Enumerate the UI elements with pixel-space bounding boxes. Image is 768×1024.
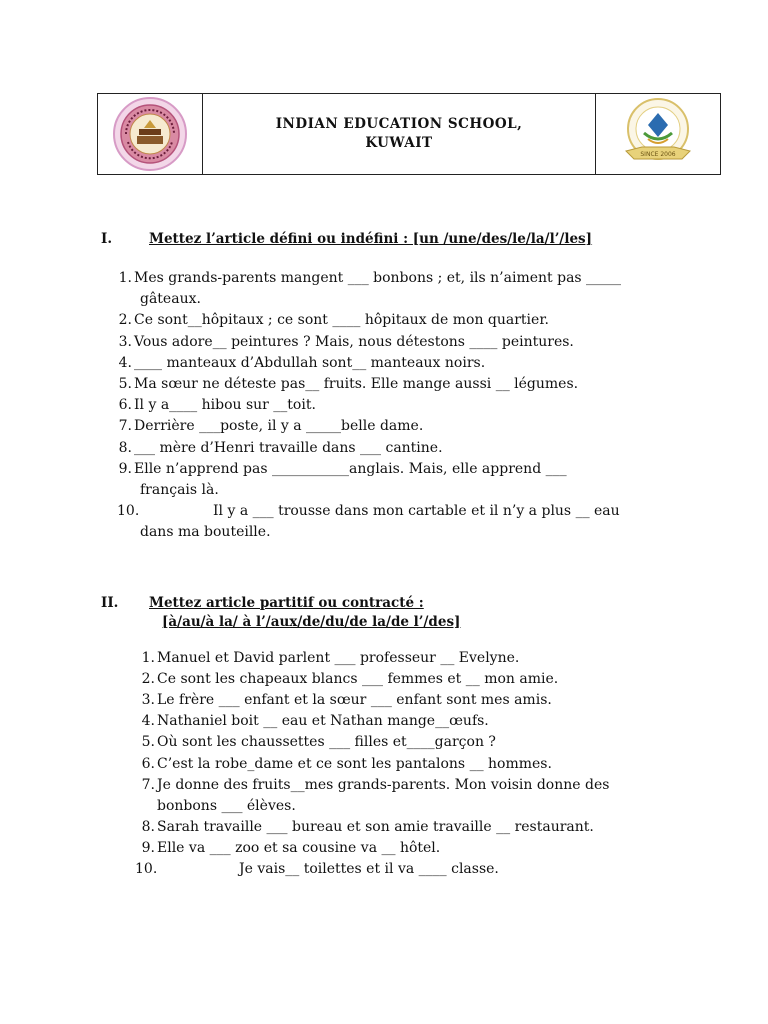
exercise-item (141, 713, 489, 730)
right-logo-cell (595, 94, 720, 174)
exercise-number: 6. (118, 397, 132, 414)
exercise-text: Elle n’apprend pas ___________anglais. Mais, elle apprend ___ (134, 460, 567, 477)
since-2006-emblem-logo (612, 95, 704, 173)
exercise-item (118, 439, 443, 456)
exercise-number: 9. (141, 839, 155, 856)
exercise-text: ___ mère d’Henri travaille dans ___ cantine. (134, 439, 443, 456)
section-1-number: I. (101, 231, 113, 247)
exercise-item (141, 650, 520, 666)
exercise-text-continuation: gâteaux. (140, 291, 201, 308)
exercise-number: 7. (118, 418, 132, 435)
exercise-number: 2. (118, 312, 132, 329)
exercise-number: 8. (118, 439, 132, 456)
section-1-instruction: Mettez l’article défini ou indéfini : [un /une/des/le/la/l’/les] (149, 231, 593, 247)
school-header (97, 93, 721, 175)
exercise-text: Derrière ___poste, il y a _____belle dame. (134, 418, 424, 435)
exercise-text: C’est la robe_dame et ce sont les pantalons __ hommes. (157, 755, 552, 772)
since-2006-text: SINCE 2006 (640, 151, 676, 158)
exercise-text: Ce sont__hôpitaux ; ce sont ____ hôpitaux de mon quartier. (134, 312, 549, 329)
exercise-text: Je donne des fruits__mes grands-parents. Mon voisin donne des (157, 776, 610, 793)
exercise-text: Manuel et David parlent ___ professeur __ Evelyne. (157, 650, 520, 666)
exercise-text: Il y a____ hibou sur __toit. (134, 397, 316, 414)
left-logo-cell (98, 94, 203, 174)
exercise-text: ____ manteaux d’Abdullah sont__ manteaux noirs. (134, 354, 486, 371)
exercise-item (141, 839, 441, 856)
exercise-text: Ce sont les chapeaux blancs ___ femmes et __ mon amie. (157, 671, 559, 688)
exercise-number: 4. (118, 354, 132, 371)
exercise-item (141, 671, 559, 688)
exercise-text: Où sont les chaussettes ___ filles et____garçon ? (157, 734, 496, 751)
exercise-item (141, 755, 552, 772)
exercise-number: 3. (141, 692, 155, 709)
school-title-line1: INDIAN EDUCATION SCHOOL, (275, 116, 523, 132)
exercise-text: Elle va ___ zoo et sa cousine va __ hôtel. (157, 839, 441, 856)
exercise-number: 10. (117, 503, 140, 520)
exercise-item (118, 376, 579, 392)
exercise-item (141, 734, 496, 751)
school-seal-logo (109, 96, 191, 172)
exercise-text: Le frère ___ enfant et la sœur ___ enfant sont mes amis. (157, 692, 552, 709)
exercise-number: 5. (141, 734, 155, 751)
exercise-item (118, 397, 316, 414)
exercise-number: 4. (141, 713, 155, 730)
exercise-text: Sarah travaille ___ bureau et son amie travaille __ restaurant. (157, 818, 594, 835)
exercise-number: 3. (118, 333, 132, 350)
exercise-number: 8. (141, 818, 155, 835)
section-2-number: II. (101, 595, 119, 611)
exercise-item (141, 692, 552, 709)
exercise-text: Nathaniel boit __ eau et Nathan mange__œufs. (157, 713, 489, 730)
exercise-number: 5. (118, 376, 132, 392)
exercise-item (118, 312, 549, 329)
exercise-item (141, 776, 610, 793)
exercise-item (141, 818, 594, 835)
exercise-text: Vous adore__ peintures ? Mais, nous détestons ____ peintures. (134, 333, 574, 350)
exercise-text: Il y a ___ trousse dans mon cartable et il n’y a plus __ eau (213, 503, 620, 520)
section-2-options: [à/au/à la/ à l’/aux/de/du/de la/de l’/des] (162, 614, 461, 630)
exercise-item (118, 354, 486, 371)
exercise-number: 1. (118, 270, 132, 286)
exercise-number: 9. (118, 460, 132, 477)
section-2-instruction: Mettez article partitif ou contracté : (149, 595, 424, 611)
exercise-text-continuation: dans ma bouteille. (140, 524, 271, 541)
exercise-number: 6. (141, 755, 155, 772)
school-title (203, 94, 595, 174)
exercise-number: 2. (141, 671, 155, 688)
exercise-item (118, 460, 567, 477)
exercise-text-continuation: français là. (140, 482, 219, 498)
exercise-item (117, 503, 620, 520)
exercise-item (118, 418, 424, 435)
exercise-item (135, 861, 499, 877)
exercise-number: 1. (141, 650, 155, 666)
exercise-number: 7. (141, 776, 155, 793)
exercise-text-continuation: bonbons ___ élèves. (157, 797, 296, 814)
exercise-text: Je vais__ toilettes et il va ____ classe. (239, 861, 499, 877)
exercise-text: Ma sœur ne déteste pas__ fruits. Elle mange aussi __ légumes. (134, 376, 579, 392)
exercise-item (118, 333, 574, 350)
exercise-text: Mes grands-parents mangent ___ bonbons ; et, ils n’aiment pas _____ (134, 270, 622, 286)
school-title-line2: KUWAIT (365, 135, 433, 151)
exercise-number: 10. (135, 861, 158, 877)
exercise-item (118, 270, 622, 286)
